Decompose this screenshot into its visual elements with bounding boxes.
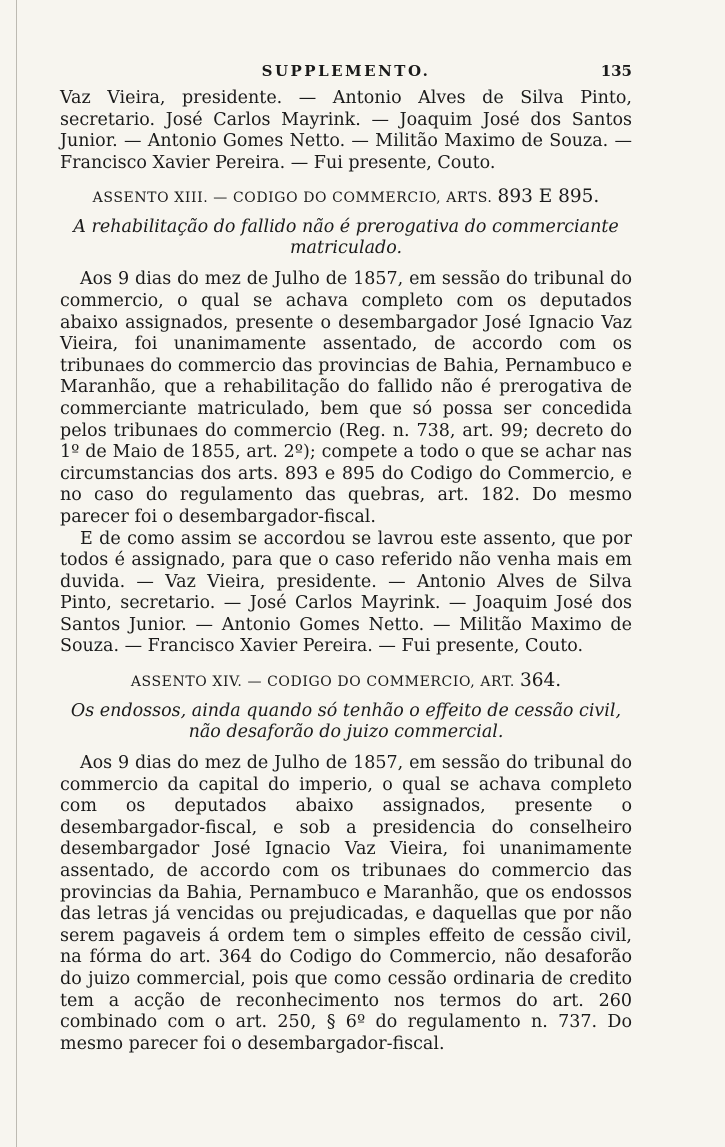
assento-xiii-title: ASSENTO XIII. — CODIGO DO COMMERCIO, ARTS. <box>92 190 493 207</box>
assento-xiii-summary: A rehabilitação do fallido não é prerogativa do commerciante matriculado. <box>73 217 619 259</box>
page-binding-edge <box>16 0 17 1147</box>
assento-xiv-summary: Os endossos, ainda quando só tenhão o effeito de cessão civil, não desaforão do juizo commercial. <box>70 701 622 743</box>
assento-xiv-heading <box>60 670 632 693</box>
assento-xiii-refs: 893 E 895. <box>497 186 600 208</box>
page-number: 135 <box>600 62 632 80</box>
running-title: SUPPLEMENTO. <box>261 62 431 80</box>
page-content <box>60 62 632 1055</box>
assento-xiv-paragraph-1: Aos 9 dias do mez de Julho de 1857, em sessão do tribunal do commercio da capital do imperio, o qual se achava completo com os deputados abaixo assignados, presente o desembargador-fiscal, e sob a presidencia do conselheiro desembargador José Ignacio Vaz Vieira, foi unanimamente assentado, de accordo com os tribunaes do commercio das provincias da Bahia, Pernambuco e Maranhão, que os endossos das letras já vencidas ou prejudicadas, e daquellas que por não serem pagaveis á ordem tem o simples effeito de cessão civil, na fórma do art. 364 do Codigo do Commercio, não desaforão do juizo commercial, pois que como cessão ordinaria de credito tem a acção de reconhecimento nos termos do art. 260 combinado com o art. 250, § 6º do regulamento n. 737. Do mesmo parecer foi o desembargador-fiscal. <box>60 753 632 1054</box>
assento-xiv-refs: 364. <box>519 670 562 692</box>
assento-xiii-paragraph-2: E de como assim se accordou se lavrou este assento, que por todos é assignado, para que o caso referido não venha mais em duvida. — Vaz Vieira, presidente. — Antonio Alves de Silva Pinto, secretario. — José Carlos Mayrink. — Joaquim José dos Santos Junior. — Antonio Gomes Netto. — Militão Maximo de Souza. — Francisco Xavier Pereira. — Fui presente, Couto. <box>60 528 632 657</box>
assento-xiii-heading <box>60 186 632 209</box>
page-header <box>60 62 632 88</box>
intro-signatures: Vaz Vieira, presidente. — Antonio Alves de Silva Pinto, secretario. José Carlos Mayrink. — Joaquim José dos Santos Junior. — Antonio Gomes Netto. — Militão Maximo de Souza. — Francisco Xavier Pereira. — Fui presente, Couto. <box>60 88 632 173</box>
assento-xiii-paragraph-1: Aos 9 dias do mez de Julho de 1857, em sessão do tribunal do commercio, o qual se achava completo com os deputados abaixo assignados, presente o desembargador José Ignacio Vaz Vieira, foi unanimamente assentado, de accordo com os tribunaes do commercio das provincias de Bahia, Pernambuco e Maranhão, que a rehabilitação do fallido não é prerogativa de commerciante matriculado, bem que só possa ser concedida pelos tribunaes do commercio (Reg. n. 738, art. 99; decreto do 1º de Maio de 1855, art. 2º); compete a todo o que se achar nas circumstancias dos arts. 893 e 895 do Codigo do Commercio, e no caso do regulamento das quebras, art. 182. Do mesmo parecer foi o desembargador-fiscal. <box>60 269 632 527</box>
assento-xiv-title: ASSENTO XIV. — CODIGO DO COMMERCIO, ART. <box>130 674 515 691</box>
